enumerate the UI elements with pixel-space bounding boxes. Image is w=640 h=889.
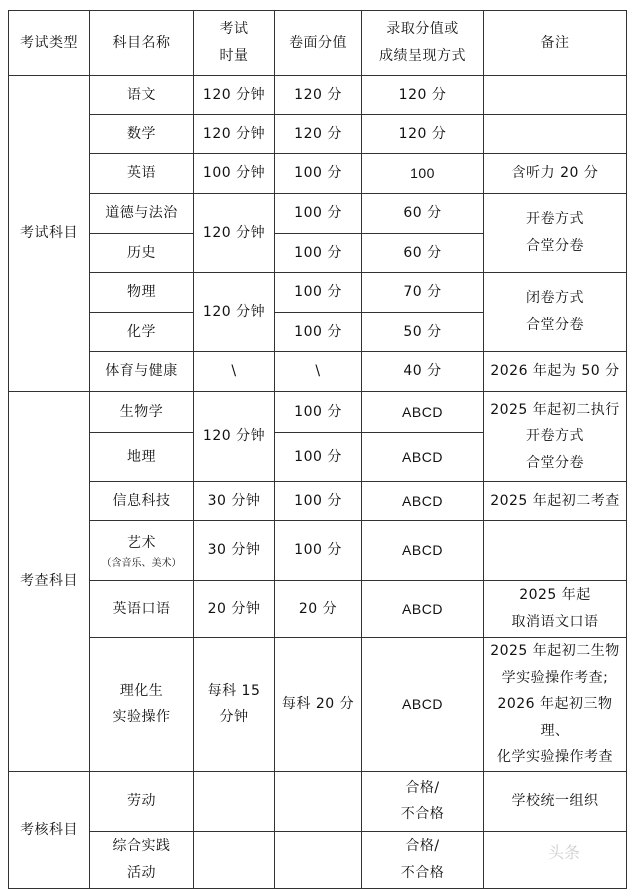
admission-cell: 120 分 (362, 76, 484, 115)
subject-cell: 理化生 实验操作 (90, 638, 194, 772)
subject-cell: 数学 (90, 115, 194, 154)
header-subject: 科目名称 (90, 11, 194, 76)
admission-cell: 70 分 (362, 273, 484, 313)
subject-cell: 化学 (90, 313, 194, 352)
score-cell: 100 分 (275, 273, 362, 313)
time-cell: 120 分钟 (194, 194, 275, 273)
score-cell: 100 分 (275, 482, 362, 521)
score-cell: 100 分 (275, 433, 362, 482)
watermark-logo (504, 839, 624, 865)
admission-cell: ABCD (362, 521, 484, 581)
score-cell: 120 分 (275, 76, 362, 115)
subject-cell: 地理 (90, 433, 194, 482)
table-row (9, 352, 627, 392)
table-row (9, 154, 627, 194)
admission-cell: 60 分 (362, 234, 484, 273)
table-row (9, 115, 627, 154)
remark-cell: 开卷方式 合堂分卷 (484, 194, 627, 273)
time-cell: 每科 15 分钟 (194, 638, 275, 772)
admission-cell: 120 分 (362, 115, 484, 154)
subject-cell: 物理 (90, 273, 194, 313)
admission-cell: ABCD (362, 581, 484, 638)
table-row (9, 194, 627, 234)
admission-cell: ABCD (362, 638, 484, 772)
header-score: 卷面分值 (275, 11, 362, 76)
group-exam: 考试科目 (9, 76, 90, 392)
subject-cell: 艺术 （含音乐、美术） (90, 521, 194, 581)
table-row (9, 581, 627, 638)
score-cell: 100 分 (275, 313, 362, 352)
header-time: 考试 时量 (194, 11, 275, 76)
remark-cell: 2025 年起初二执行 开卷方式 合堂分卷 (484, 392, 627, 482)
admission-cell: ABCD (362, 433, 484, 482)
remark-cell: 2026 年起为 50 分 (484, 352, 627, 392)
subject-cell: 体育与健康 (90, 352, 194, 392)
time-cell: 30 分钟 (194, 521, 275, 581)
admission-cell: ABCD (362, 392, 484, 433)
time-cell: 120 分钟 (194, 115, 275, 154)
subject-cell: 劳动 (90, 771, 194, 831)
score-cell (275, 831, 362, 888)
header-row (9, 11, 627, 76)
table-row (9, 521, 627, 581)
subject-cell: 综合实践 活动 (90, 831, 194, 888)
header-admission: 录取分值或 成绩呈现方式 (362, 11, 484, 76)
subject-cell: 英语 (90, 154, 194, 194)
time-cell: 100 分钟 (194, 154, 275, 194)
subject-cell: 英语口语 (90, 581, 194, 638)
subject-cell: 道德与法治 (90, 194, 194, 234)
score-cell: 120 分 (275, 115, 362, 154)
time-cell: \ (194, 352, 275, 392)
remark-cell: 2025 年起初二考查 (484, 482, 627, 521)
remark-cell: 含听力 20 分 (484, 154, 627, 194)
admission-cell: 60 分 (362, 194, 484, 234)
score-cell: 每科 20 分 (275, 638, 362, 772)
remark-cell (484, 76, 627, 115)
time-cell: 120 分钟 (194, 76, 275, 115)
subject-note: （含音乐、美术） (101, 557, 182, 569)
score-cell: 100 分 (275, 392, 362, 433)
table-row (9, 392, 627, 433)
remark-cell: 2025 年起 取消语文口语 (484, 581, 627, 638)
score-cell: \ (275, 352, 362, 392)
header-remark: 备注 (484, 11, 627, 76)
time-cell: 120 分钟 (194, 273, 275, 352)
admission-cell: 100 (362, 154, 484, 194)
score-cell: 100 分 (275, 234, 362, 273)
remark-cell: 学校统一组织 (484, 771, 627, 831)
subject-cell: 生物学 (90, 392, 194, 433)
time-cell (194, 831, 275, 888)
exam-subjects-table (8, 10, 627, 889)
table-row (9, 638, 627, 772)
table-row (9, 482, 627, 521)
admission-cell: 50 分 (362, 313, 484, 352)
subject-cell: 语文 (90, 76, 194, 115)
admission-cell: 40 分 (362, 352, 484, 392)
subject-cell: 历史 (90, 234, 194, 273)
score-cell: 100 分 (275, 194, 362, 234)
subject-cell: 信息科技 (90, 482, 194, 521)
time-cell: 30 分钟 (194, 482, 275, 521)
remark-cell: 闭卷方式 合堂分卷 (484, 273, 627, 352)
remark-cell: 2025 年起初二生物 学实验操作考查; 2026 年起初三物理、 化学实验操作考查 (484, 638, 627, 772)
table-row (9, 273, 627, 313)
time-cell: 120 分钟 (194, 392, 275, 482)
remark-cell (484, 521, 627, 581)
score-cell: 100 分 (275, 521, 362, 581)
admission-cell: ABCD (362, 482, 484, 521)
admission-cell: 合格/ 不合格 (362, 771, 484, 831)
score-cell (275, 771, 362, 831)
group-assess: 考核科目 (9, 771, 90, 888)
time-cell (194, 771, 275, 831)
admission-cell: 合格/ 不合格 (362, 831, 484, 888)
table-row (9, 771, 627, 831)
svg-text:头条: 头条 (547, 843, 581, 862)
score-cell: 100 分 (275, 154, 362, 194)
time-cell: 20 分钟 (194, 581, 275, 638)
score-cell: 20 分 (275, 581, 362, 638)
header-type: 考试类型 (9, 11, 90, 76)
group-check: 考查科目 (9, 392, 90, 772)
remark-cell (484, 115, 627, 154)
table-row (9, 76, 627, 115)
